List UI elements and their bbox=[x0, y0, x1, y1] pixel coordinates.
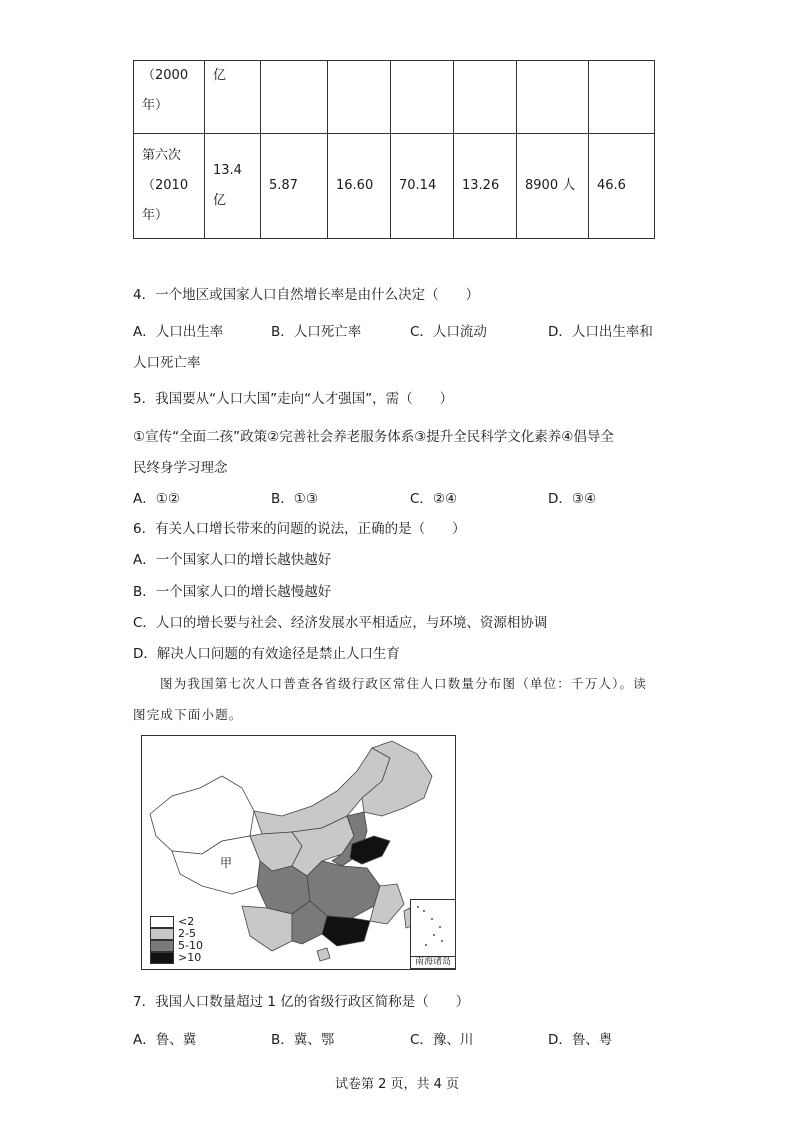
table-cell bbox=[328, 61, 391, 134]
legend-item bbox=[150, 952, 203, 964]
legend-label: <2 bbox=[178, 915, 195, 928]
q6-option-d[interactable]: D．解决人口问题的有效途径是禁止人口生育 bbox=[133, 646, 400, 662]
table-cell bbox=[205, 61, 261, 134]
q7-option-c[interactable]: C．豫、川 bbox=[410, 1032, 474, 1048]
legend-label: >10 bbox=[178, 951, 202, 964]
q7-option-b[interactable]: B．冀、鄂 bbox=[271, 1032, 335, 1048]
table-row bbox=[134, 134, 655, 239]
legend-swatch bbox=[150, 940, 174, 952]
cell-text: 13.4 bbox=[213, 163, 242, 178]
q5-option-c[interactable]: C．②④ bbox=[410, 491, 458, 507]
census-table bbox=[133, 60, 655, 239]
table-cell: 5.87 bbox=[261, 134, 328, 239]
table-cell bbox=[517, 61, 589, 134]
q4-option-d[interactable]: D．人口出生率和 bbox=[548, 324, 653, 340]
legend-label: 5-10 bbox=[178, 939, 203, 952]
cell-text: （2010 bbox=[142, 178, 189, 193]
inset-label: 南海诸岛 bbox=[411, 956, 455, 968]
south-china-sea-inset bbox=[410, 899, 456, 969]
q5-option-b[interactable]: B．①③ bbox=[271, 491, 318, 507]
table-cell: 16.60 bbox=[328, 134, 391, 239]
legend-label: 2-5 bbox=[178, 927, 196, 940]
cell-text: 亿 bbox=[213, 193, 227, 208]
map-legend bbox=[150, 916, 203, 964]
map-intro-line2: 图完成下面小题。 bbox=[133, 707, 243, 722]
q4-option-d-continued: 人口死亡率 bbox=[133, 355, 201, 371]
table-cell bbox=[134, 134, 205, 239]
q5-option-d[interactable]: D．③④ bbox=[548, 491, 597, 507]
table-cell: 46.6 bbox=[589, 134, 655, 239]
population-map bbox=[141, 735, 456, 970]
label-jia: 甲 bbox=[220, 856, 233, 870]
page-footer: 试卷第 2 页，共 4 页 bbox=[334, 1077, 460, 1092]
table-cell bbox=[454, 61, 517, 134]
q6-option-a[interactable]: A．一个国家人口的增长越快越好 bbox=[133, 552, 332, 568]
table-cell bbox=[589, 61, 655, 134]
table-cell bbox=[134, 61, 205, 134]
q4-option-c[interactable]: C．人口流动 bbox=[410, 324, 487, 340]
q5-statements-continued: 民终身学习理念 bbox=[133, 460, 228, 476]
q4-option-a[interactable]: A．人口出生率 bbox=[133, 324, 224, 340]
table-cell bbox=[261, 61, 328, 134]
q7-option-d[interactable]: D．鲁、粤 bbox=[548, 1032, 613, 1048]
table-cell: 8900 人 bbox=[517, 134, 589, 239]
legend-swatch bbox=[150, 952, 174, 964]
q7-option-a[interactable]: A．鲁、冀 bbox=[133, 1032, 197, 1048]
region-inner-mongolia bbox=[254, 748, 390, 834]
cell-text: （2000 bbox=[142, 68, 189, 83]
question-5-stem: 5．我国要从“人口大国”走向“人才强国”，需（ ） bbox=[133, 391, 454, 407]
table-cell: 70.14 bbox=[391, 134, 454, 239]
map-intro-line1: 图为我国第七次人口普查各省级行政区常住人口数量分布图（单位：千万人）。读 bbox=[160, 676, 647, 691]
q6-option-b[interactable]: B．一个国家人口的增长越慢越好 bbox=[133, 584, 332, 600]
table-cell bbox=[391, 61, 454, 134]
legend-swatch bbox=[150, 928, 174, 940]
cell-text: 第六次 bbox=[142, 148, 182, 163]
question-4-stem: 4．一个地区或国家人口自然增长率是由什么决定（ ） bbox=[133, 287, 480, 303]
region-yunnan bbox=[242, 906, 292, 951]
question-6-stem: 6．有关人口增长带来的问题的说法，正确的是（ ） bbox=[133, 521, 466, 537]
table-cell: 13.26 bbox=[454, 134, 517, 239]
q5-option-a[interactable]: A．①② bbox=[133, 491, 180, 507]
question-7-stem: 7．我国人口数量超过 1 亿的省级行政区简称是（ ） bbox=[133, 994, 470, 1010]
q4-option-b[interactable]: B．人口死亡率 bbox=[271, 324, 362, 340]
cell-text: 亿 bbox=[213, 68, 227, 83]
inset-graphic bbox=[411, 900, 455, 956]
cell-text: 年） bbox=[142, 208, 169, 223]
table-cell bbox=[205, 134, 261, 239]
region-guangdong bbox=[322, 916, 370, 946]
cell-text: 年） bbox=[142, 98, 169, 113]
q6-option-c[interactable]: C．人口的增长要与社会、经济发展水平相适应，与环境、资源相协调 bbox=[133, 615, 548, 631]
q5-statements: ①宣传“全面二孩”政策②完善社会养老服务体系③提升全民科学文化素养④倡导全 bbox=[133, 429, 614, 445]
legend-swatch bbox=[150, 916, 174, 928]
table-row bbox=[134, 61, 655, 134]
region-hainan bbox=[317, 948, 330, 961]
